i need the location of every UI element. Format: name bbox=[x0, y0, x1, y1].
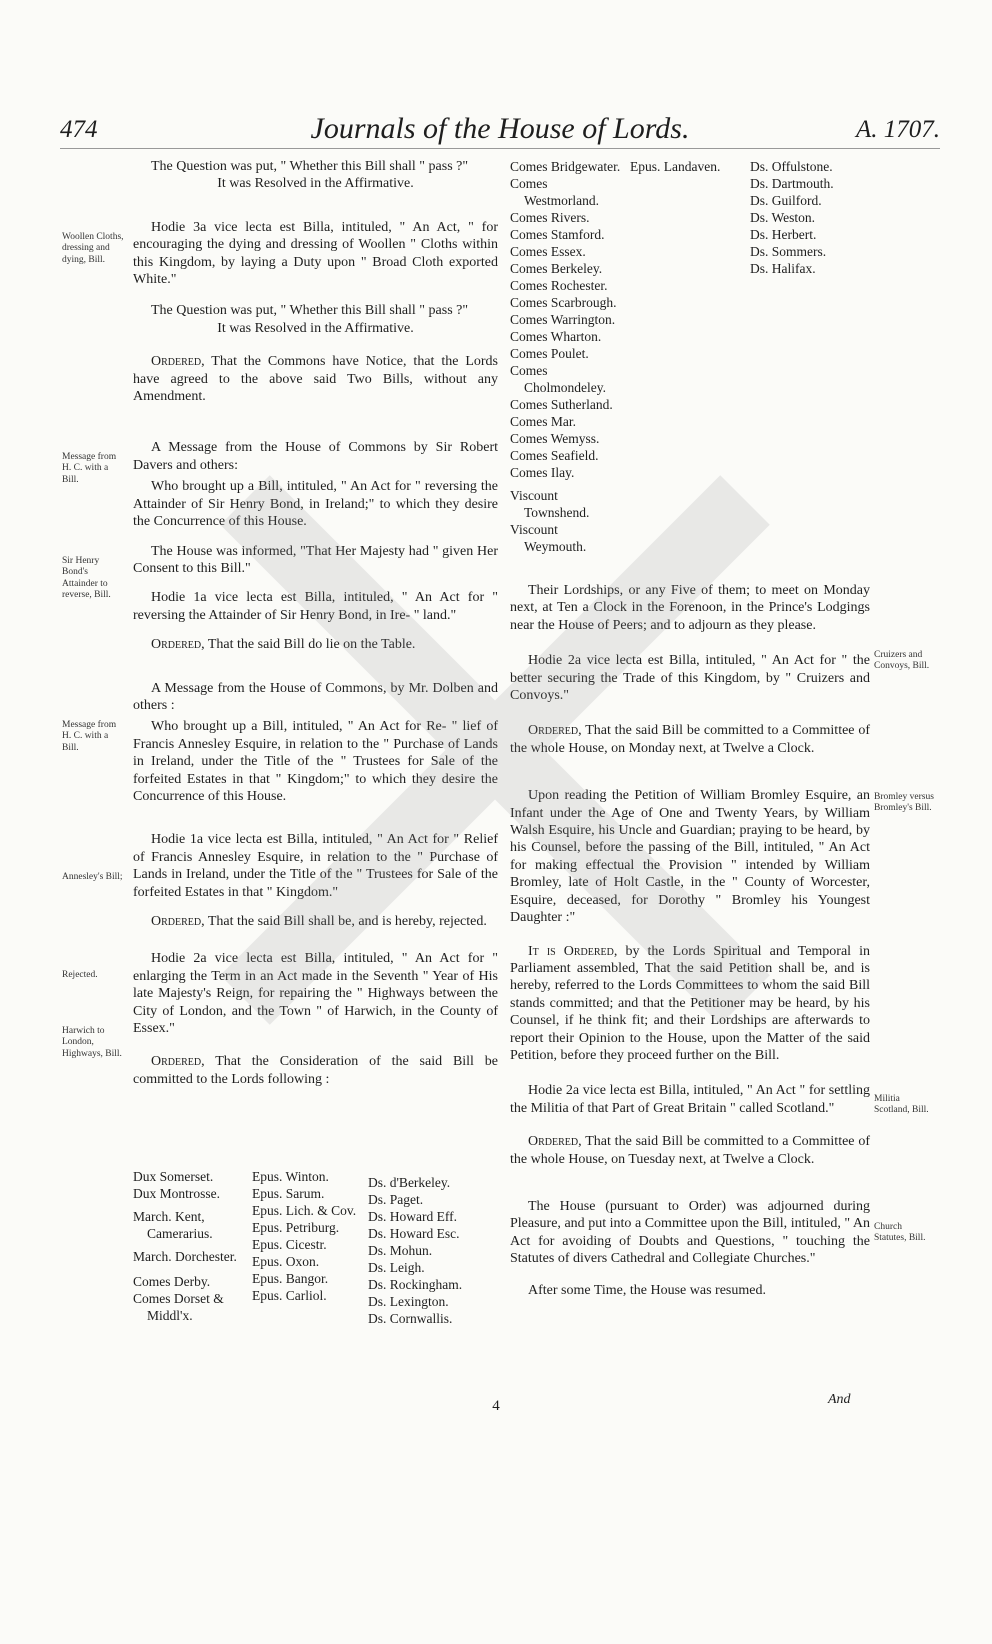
margin-note-rejected: Rejected. bbox=[62, 970, 98, 980]
lord-name: Ds. Herbert. bbox=[750, 227, 817, 242]
margin-note-woollen: Woollen Cloths, dressing and dying, Bill. bbox=[62, 232, 124, 265]
paragraph bbox=[133, 636, 498, 653]
lord-name: Comes Derby. bbox=[133, 1274, 211, 1289]
lords-list-left-col2 bbox=[252, 1168, 362, 1304]
page-number: 474 bbox=[60, 116, 98, 143]
paragraph: The House was informed, "That Her Majesty had " given Her Consent to this Bill." bbox=[133, 543, 498, 576]
paragraph bbox=[510, 1133, 870, 1168]
lord-name: Ds. Rockingham. bbox=[368, 1277, 463, 1292]
ordered-label: Ordered, bbox=[151, 637, 205, 653]
lord-name: Ds. Howard Esc. bbox=[368, 1226, 460, 1241]
margin-note-bromley: Bromley versus Bromley's Bill. bbox=[874, 792, 934, 814]
lord-name: Comes Stamford. bbox=[510, 227, 605, 242]
paragraph bbox=[133, 913, 498, 930]
lord-name: Epus. Petriburg. bbox=[252, 1220, 340, 1235]
lord-name: Comes Wharton. bbox=[510, 329, 602, 344]
lord-name: Ds. Dartmouth. bbox=[750, 176, 834, 191]
lord-name: Comes Warrington. bbox=[510, 312, 616, 327]
paragraph: Who brought up a Bill, intituled, " An Act for Re- " lief of Francis Annesley Esquire, in relation to the " Purchase of Lands in Ireland, under the Title of the " Trustees for Sale of the forfeited Estates in that " Kingdom;" to which they desire the Concurrence of this House. bbox=[133, 719, 498, 804]
paragraph bbox=[133, 353, 498, 405]
lord-name: Epus. Sarum. bbox=[252, 1186, 325, 1201]
lord-name: Comes Rochester. bbox=[510, 278, 608, 293]
lord-name: Comes Scarbrough. bbox=[510, 295, 617, 310]
page-title: Journals of the House of Lords. bbox=[310, 112, 690, 145]
lord-name: Ds. Guilford. bbox=[750, 193, 822, 208]
lord-name: Camerarius. bbox=[147, 1226, 213, 1241]
paragraph: Hodie 1a vice lecta est Billa, intituled, " An Act for " reversing the Attainder of Sir Henry Bond, in Ire- " land." bbox=[133, 590, 498, 623]
paragraph: It was Resolved in the Affirmative. bbox=[217, 176, 414, 192]
lord-name: Viscount Weymouth. bbox=[510, 522, 587, 554]
paragraph-text: That the said Bill do lie on the Table. bbox=[207, 637, 416, 653]
lord-name: Comes Berkeley. bbox=[510, 261, 603, 276]
paragraph: The House (pursuant to Order) was adjourned during Pleasure, and put into a Committee upon the Bill, intituled, " An Act for avoiding of Doubts and Questions, " touching the Statutes of divers Cathedral and Collegiate Churches." bbox=[510, 1198, 870, 1267]
lord-name: Epus. Lich. & Cov. bbox=[252, 1203, 357, 1218]
catchword: And bbox=[828, 1392, 851, 1407]
paragraph: A Message from the House of Commons, by Mr. Dolben and others : bbox=[133, 680, 498, 713]
paragraph: Hodie 2a vice lecta est Billa, intituled, " An Act " for settling the Militia of that Part of Great Britain " called Scotland." bbox=[510, 1083, 870, 1116]
margin-note-harwich: Harwich to London, Highways, Bill. bbox=[62, 1026, 122, 1059]
lord-name: Ds. Offulstone. bbox=[750, 159, 833, 174]
ordered-label: Ordered, bbox=[151, 354, 205, 370]
lord-name: Comes Essex. bbox=[510, 244, 586, 259]
right-column bbox=[510, 582, 870, 1309]
paragraph: Hodie 2a vice lecta est Billa, intituled, " An Act for " the better securing the Trade of this Kingdom, by " Cruizers and Convoys." bbox=[510, 653, 870, 704]
lord-name: Ds. Sommers. bbox=[750, 244, 827, 259]
lord-name: Comes Rivers. bbox=[510, 210, 590, 225]
ordered-label: Ordered, bbox=[528, 1134, 582, 1150]
paragraph-text: That the said Bill be committed to a Committee of the whole House, on Tuesday next, at Twelve a Clock. bbox=[510, 1134, 871, 1167]
paragraph: After some Time, the House was resumed. bbox=[528, 1282, 766, 1298]
lord-name: Ds. Lexington. bbox=[368, 1294, 449, 1309]
lord-name: Epus. Winton. bbox=[252, 1169, 329, 1184]
lord-name: Comes Dorset & Middl'x. bbox=[133, 1291, 224, 1323]
lord-name: Comes Cholmondeley. bbox=[510, 363, 606, 395]
paragraph: The Question was put, " Whether this Bill shall " pass ?" bbox=[151, 303, 469, 319]
folio-number: 4 bbox=[492, 1398, 500, 1414]
margin-note-message-2: Message from H. C. with a Bill. bbox=[62, 720, 117, 753]
ordered-label: It is Ordered, bbox=[528, 943, 618, 959]
page-header bbox=[60, 108, 940, 149]
lord-name: Ds. Halifax. bbox=[750, 261, 816, 276]
paragraph-text: That the Consideration of the said Bill be committed to the Lords following : bbox=[133, 1054, 499, 1087]
margin-note-message-1: Message from H. C. with a Bill. bbox=[62, 452, 117, 485]
paragraph: Hodie 2a vice lecta est Billa, intituled, " An Act for " enlarging the Term in an Act made in the Seventh " Year of His late Majesty's Reign, for repairing the " Highways between the City of London, and the Town " of Harwich, in the County of Essex." bbox=[133, 951, 498, 1037]
paragraph bbox=[510, 943, 870, 1065]
left-column bbox=[133, 158, 498, 1098]
paragraph-text: That the said Bill shall be, and is hereby, rejected. bbox=[207, 914, 487, 929]
paragraph: A Message from the House of Commons by Sir Robert Davers and others: bbox=[133, 440, 498, 473]
lord-name: Ds. d'Berkeley. bbox=[368, 1175, 451, 1190]
ordered-label: Ordered, bbox=[151, 1054, 205, 1070]
lords-list-right-col3 bbox=[750, 158, 870, 277]
paragraph bbox=[510, 722, 870, 757]
paragraph: Upon reading the Petition of William Bromley Esquire, an Infant under the Age of One and Twenty Years, by William Walsh Esquire, his Uncle and Guardian; praying to be heard, by his Counsel, before the passing of the Bill, intituled, " An Act for making effectual the Provision " intended by William Bromley, late of Holt Castle, in the " County of Worcester, Esquire, deceased, for Dorothy " Bromley his Youngest Daughter :" bbox=[510, 788, 870, 926]
lords-list-left-col1 bbox=[133, 1168, 243, 1324]
margin-note-church: Church Statutes, Bill. bbox=[874, 1222, 926, 1244]
paragraph-text: That the Commons have Notice, that the Lords have agreed to the above said Two Bills, without any Amendment. bbox=[133, 354, 499, 405]
lord-name: Epus. Cicestr. bbox=[252, 1237, 327, 1252]
lord-name: Viscount Townshend. bbox=[510, 488, 590, 520]
lord-name: Ds. Howard Eff. bbox=[368, 1209, 457, 1224]
lord-name: Epus. Landaven. bbox=[630, 159, 721, 174]
lord-name: Dux Somerset. bbox=[133, 1169, 214, 1184]
paragraph: Who brought up a Bill, intituled, " An Act for " reversing the Attainder of Sir Henry Bond, in Ireland;" to which they desire the Concurrence of this House. bbox=[133, 479, 498, 530]
paragraph-text: by the Lords Spiritual and Temporal in Parliament assembled, That the said Petition shall be, and is hereby, referred to the Lords Committees to whom the said Bill stands committed; and that the Petitioner may be heard, by his Counsel, if he think fit; and their Lordships are afterwards to report their Opinion to the House, upon the Matter of the said Petition, before they proceed further on the Bill. bbox=[510, 943, 871, 1063]
lord-name: Comes Wemyss. bbox=[510, 431, 600, 446]
lord-name: Ds. Weston. bbox=[750, 210, 816, 225]
lord-name: Comes Poulet. bbox=[510, 346, 589, 361]
lords-list-left-col3 bbox=[368, 1174, 493, 1327]
lord-name: Epus. Carliol. bbox=[252, 1288, 327, 1303]
paragraph: The Question was put, " Whether this Bill shall " pass ?" bbox=[151, 159, 469, 174]
lord-name: March. Dorchester. bbox=[133, 1249, 237, 1264]
lord-name: Dux Montrosse. bbox=[133, 1186, 220, 1201]
lord-name: Comes Bridgewater. bbox=[510, 159, 621, 174]
ordered-label: Ordered, bbox=[528, 723, 582, 739]
lord-name: Comes Westmorland. bbox=[510, 176, 600, 208]
margin-note-bond: Sir Henry Bond's Attainder to reverse, Bill. bbox=[62, 556, 111, 601]
margin-note-annesley: Annesley's Bill; bbox=[62, 872, 123, 882]
lord-name: Epus. Bangor. bbox=[252, 1271, 329, 1286]
paragraph-text: That the said Bill be committed to a Committee of the whole House, on Monday next, at Twelve a Clock. bbox=[510, 723, 871, 756]
ordered-label: Ordered, bbox=[151, 914, 205, 929]
margin-note-militia: Militia Scotland, Bill. bbox=[874, 1094, 929, 1116]
lord-name: Comes Sutherland. bbox=[510, 397, 613, 412]
lord-name: Comes Mar. bbox=[510, 414, 576, 429]
lord-name: Ds. Paget. bbox=[368, 1192, 424, 1207]
lord-name: March. Kent, bbox=[133, 1209, 205, 1224]
paragraph: Hodie 3a vice lecta est Billa, intituled, " An Act, " for encouraging the dying and dressing of Woollen " Cloths within this Kingdom, by laying a Duty upon " Broad Cloth exported White." bbox=[133, 219, 498, 288]
lord-name: Ds. Mohun. bbox=[368, 1243, 433, 1258]
paragraph: Hodie 1a vice lecta est Billa, intituled, " An Act for " Relief of Francis Annesley Esquire, in relation to the " Purchase of Lands in Ireland, under the Title of the " Trustees for Sale of the forfeited Estates in that " Kingdom." bbox=[133, 832, 498, 900]
paragraph: It was Resolved in the Affirmative. bbox=[217, 320, 414, 336]
paragraph: Their Lordships, or any Five of them; to meet on Monday next, at Ten a Clock in the Forenoon, in the Prince's Lodgings near the House of Peers; and to adjourn as they please. bbox=[510, 583, 870, 633]
margin-note-cruizers: Cruizers and Convoys, Bill. bbox=[874, 650, 930, 672]
lord-name: Ds. Leigh. bbox=[368, 1260, 425, 1275]
page-year: A. 1707. bbox=[855, 116, 940, 143]
lord-name: Comes Ilay. bbox=[510, 465, 575, 480]
lord-name: Epus. Oxon. bbox=[252, 1254, 320, 1269]
paragraph bbox=[133, 1053, 498, 1088]
lords-list-right-col1 bbox=[510, 158, 622, 555]
lord-name: Ds. Cornwallis. bbox=[368, 1311, 453, 1326]
lord-name: Comes Seafield. bbox=[510, 448, 599, 463]
lords-list-right-col2 bbox=[630, 158, 740, 175]
